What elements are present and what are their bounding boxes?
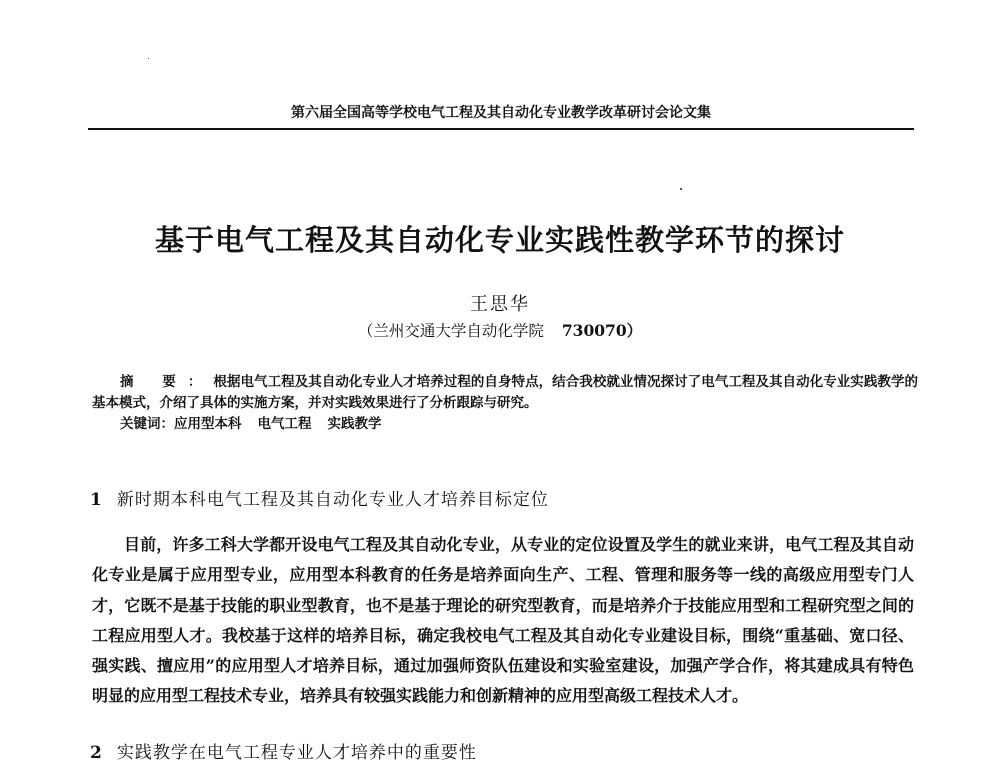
abstract-label: 摘 要：	[120, 374, 214, 390]
section-title: 新时期本科电气工程及其自动化专业人才培养目标定位	[116, 490, 549, 510]
section-number: 1	[90, 490, 103, 510]
section-number: 2	[90, 743, 103, 760]
affiliation-postcode: 730070）	[561, 321, 643, 340]
paper-title: 基于电气工程及其自动化专业实践性教学环节的探讨	[154, 223, 845, 257]
section-1-paragraph: 目前，许多工科大学都开设电气工程及其自动化专业，从专业的定位设置及学生的就业来讲，电气工程及其自动化专业是属于应用型专业，应用型本科教育的任务是培养面向生产、工程、管理和服务等一线的高级应用型专门人才，它既不是基于技能的职业型教育，也不是基于理论的研究型教育，而是培养介于技能应用型和工程研究型之间的工程应用型人才。我校基于这样的培养目标，确定我校电气工程及其自动化专业建设目标，围绕“重基础、宽口径、强实践、擅应用”的应用型人才培养目标，通过加强师资队伍建设和实验室建设，加强产学合作，将其建成具有特色明显的应用型工程技术专业，培养具有较强实践能力和创新精神的应用型高级工程技术人才。	[92, 535, 914, 706]
keyword-item: 应用型本科	[174, 416, 242, 432]
abstract-text: 根据电气工程及其自动化专业人才培养过程的自身特点，结合我校就业情况探讨了电气工程及其自动化专业实践教学的基本模式，介绍了具体的实施方案，并对实践效果进行了分析跟踪与研究。	[92, 374, 918, 411]
author-name: 王思华	[470, 294, 530, 315]
running-header: 第六届全国高等学校电气工程及其自动化专业教学改革研讨会论文集	[88, 102, 914, 130]
scan-speck	[680, 188, 682, 190]
keyword-item: 实践教学	[327, 416, 382, 432]
abstract	[92, 372, 918, 414]
scan-speck	[148, 58, 149, 59]
affiliation-name: （兰州交通大学自动化学院	[357, 322, 544, 340]
keywords	[120, 414, 398, 435]
section-2-heading	[90, 738, 477, 760]
author-affiliation	[0, 319, 1000, 341]
section-title: 实践教学在电气工程专业人才培养中的重要性	[116, 743, 477, 760]
keywords-label: 关键词：	[120, 416, 174, 432]
section-1-heading	[90, 485, 549, 510]
keyword-item: 电气工程	[257, 416, 312, 432]
